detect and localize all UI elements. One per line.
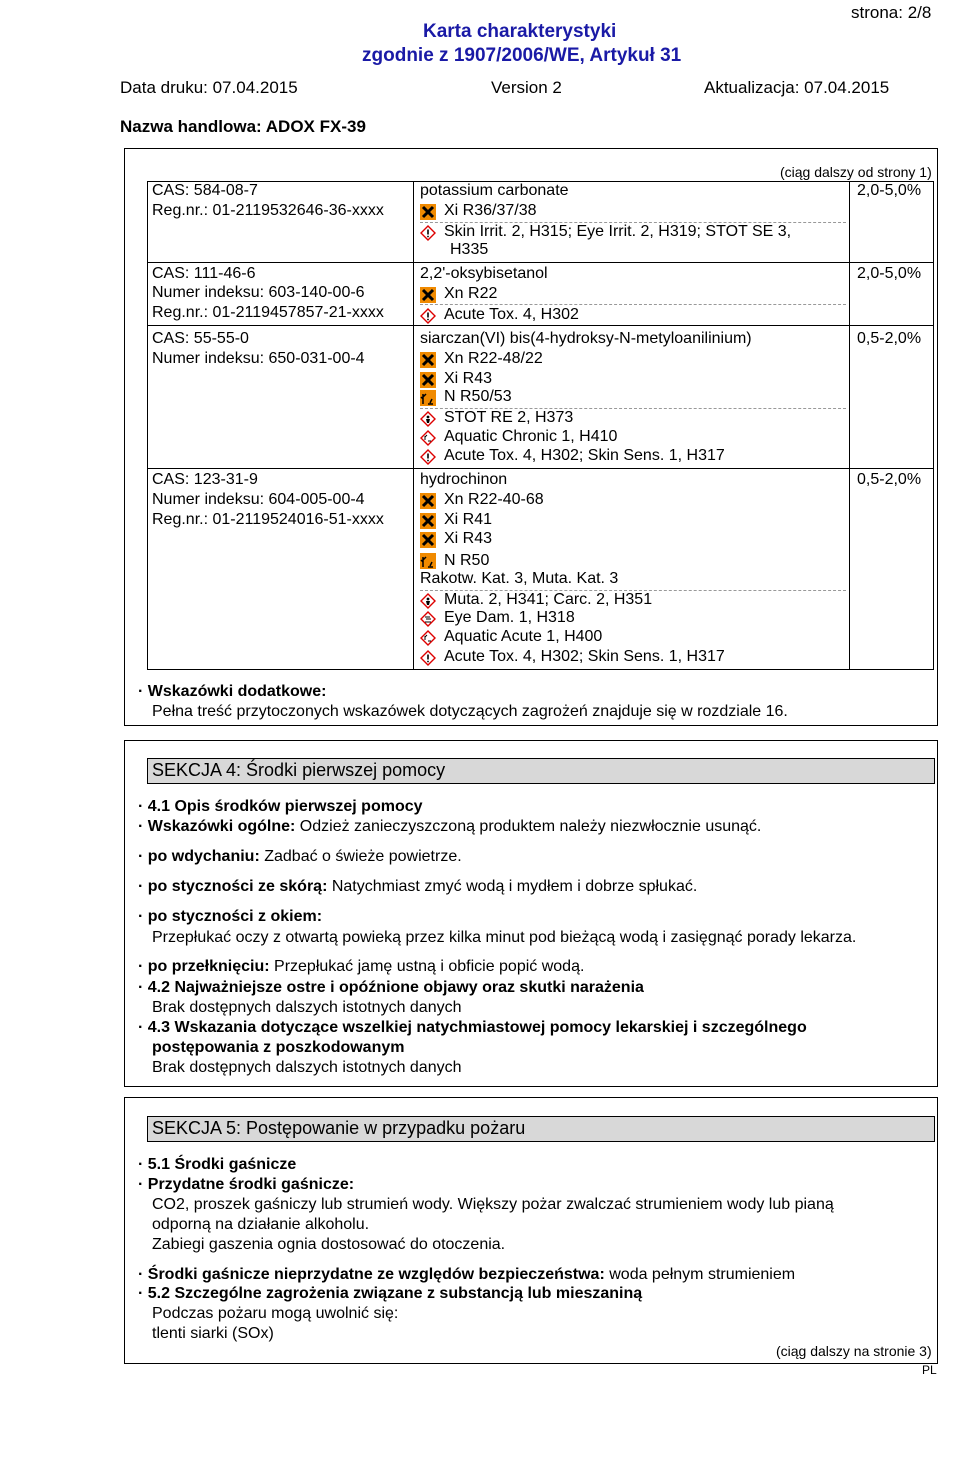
subsection-text: Brak dostępnych dalszych istotnych danych	[152, 1059, 462, 1076]
x-cross-hazard-icon	[420, 493, 436, 509]
subsection-title: · 4.3 Wskazania dotyczące wszelkiej natychmiastowej pomocy lekarskiej i szczególnego	[138, 1019, 807, 1036]
dsd-classification: Xi R43	[444, 530, 493, 547]
environment-hazard-icon	[420, 430, 436, 446]
unsuitable-media: · Środki gaśnicze nieprzydatne ze względów bezpieczeństwa: woda pełnym strumieniem	[138, 1266, 796, 1283]
clp-classification: Eye Dam. 1, H318	[444, 609, 575, 626]
environment-hazard-icon	[420, 630, 436, 646]
dsd-classification: Xn R22	[444, 285, 498, 302]
percent: 0,5-2,0%	[857, 330, 922, 347]
dsd-classification: Xi R41	[444, 511, 493, 528]
first-aid-general: · Wskazówki ogólne: Odzież zanieczyszczoną produktem należy niezwłocznie usunąć.	[138, 818, 762, 835]
first-aid-ingestion: · po przełknięciu: Przepłukać jamę ustną i obficie popić wodą.	[138, 958, 585, 975]
cas-number: CAS: 123-31-9	[152, 471, 258, 488]
x-cross-hazard-icon	[420, 204, 436, 220]
subsection-title: · Przydatne środki gaśnicze:	[138, 1176, 355, 1193]
clp-classification: Aquatic Acute 1, H400	[444, 628, 603, 645]
health-hazard-icon	[420, 593, 436, 609]
cas-number: CAS: 584-08-7	[152, 182, 258, 199]
continued-to: (ciąg dalszy na stronie 3)	[776, 1343, 932, 1359]
subsection-text: CO2, proszek gaśniczy lub strumień wody. Większy pożar zwalczać strumieniem wody lub pianą	[152, 1196, 834, 1213]
document-subtitle: zgodnie z 1907/2006/WE, Artykuł 31	[362, 45, 682, 66]
exclamation-diamond-icon	[420, 449, 436, 465]
substance-name: 2,2'-oksybisetanol	[420, 265, 548, 282]
environment-hazard-icon	[420, 553, 436, 569]
subsection-text: Zabiegi gaszenia ognia dostosować do otoczenia.	[152, 1236, 506, 1253]
language-code: PL	[922, 1363, 937, 1377]
document-title: Karta charakterystyki	[423, 21, 617, 42]
dsd-classification: N R50/53	[444, 388, 512, 405]
cas-number: CAS: 111-46-6	[152, 265, 256, 282]
exclamation-diamond-icon	[420, 308, 436, 324]
index-number: Numer indeksu: 650-031-00-4	[152, 350, 365, 367]
dsd-classification: N R50	[444, 552, 490, 569]
row-separator	[147, 468, 934, 469]
version: Version 2	[491, 78, 562, 97]
subsection-title: · 5.2 Szczególne zagrożenia związane z substancją lub mieszaniną	[138, 1285, 643, 1302]
row-separator	[147, 325, 934, 326]
subsection-text: Podczas pożaru mogą uwolnić się:	[152, 1305, 399, 1322]
row-separator	[147, 262, 934, 263]
dsd-classification: Xn R22-40-68	[444, 491, 544, 508]
substance-name: potassium carbonate	[420, 182, 569, 199]
cas-number: CAS: 55-55-0	[152, 330, 249, 347]
percent: 0,5-2,0%	[857, 471, 922, 488]
first-aid-inhalation: · po wdychaniu: Zadbać o świeże powietrze.	[138, 848, 462, 865]
update-date: Aktualizacja: 07.04.2015	[704, 78, 890, 97]
substance-name: siarczan(VI) bis(4-hydroksy-N-metyloanilinium)	[420, 330, 752, 347]
x-cross-hazard-icon	[420, 532, 436, 548]
table-divider	[413, 181, 414, 670]
clp-classification: Acute Tox. 4, H302; Skin Sens. 1, H317	[444, 447, 725, 464]
x-cross-hazard-icon	[420, 352, 436, 368]
clp-classification: Aquatic Chronic 1, H410	[444, 428, 618, 445]
percent: 2,0-5,0%	[857, 182, 922, 199]
corrosion-icon	[420, 611, 436, 627]
reg-number: Reg.nr.: 01-2119532646-36-xxxx	[152, 202, 384, 219]
clp-classification: Acute Tox. 4, H302; Skin Sens. 1, H317	[444, 648, 725, 665]
reg-number: Reg.nr.: 01-2119457857-21-xxxx	[152, 304, 384, 321]
print-date: Data druku: 07.04.2015	[120, 78, 298, 97]
subsection-text: tlenti siarki (SOx)	[152, 1325, 274, 1342]
subsection-text: Brak dostępnych dalszych istotnych danych	[152, 999, 462, 1016]
clp-classification: STOT RE 2, H373	[444, 409, 574, 426]
subsection-title: postępowania z poszkodowanym	[152, 1039, 405, 1056]
substance-name: hydrochinon	[420, 471, 508, 488]
environment-hazard-icon	[420, 390, 436, 406]
exclamation-diamond-icon	[420, 225, 436, 241]
page-number: strona: 2/8	[851, 3, 932, 22]
first-aid-skin: · po styczności ze skórą: Natychmiast zmyć wodą i mydłem i dobrze spłukać.	[138, 878, 698, 895]
additional-label: · Wskazówki dodatkowe:	[138, 683, 327, 700]
percent: 2,0-5,0%	[857, 265, 922, 282]
x-cross-hazard-icon	[420, 372, 436, 388]
additional-text: Pełna treść przytoczonych wskazówek dotyczących zagrożeń znajduje się w rozdziale 16.	[152, 703, 788, 720]
dsd-classification: Xn R22-48/22	[444, 350, 543, 367]
health-hazard-icon	[420, 411, 436, 427]
dashed-divider	[420, 304, 846, 305]
subsection-title: · 5.1 Środki gaśnicze	[138, 1156, 297, 1173]
index-number: Numer indeksu: 604-005-00-4	[152, 491, 365, 508]
dsd-classification: Xi R36/37/38	[444, 202, 537, 219]
dsd-classification: Xi R43	[444, 370, 493, 387]
trade-name: Nazwa handlowa: ADOX FX-39	[120, 117, 366, 136]
table-divider	[849, 181, 850, 670]
section-5-heading: SEKCJA 5: Postępowanie w przypadku pożaru	[152, 1118, 526, 1138]
index-number: Numer indeksu: 603-140-00-6	[152, 284, 365, 301]
first-aid-eye-text: Przepłukać oczy z otwartą powieką przez kilka minut pod bieżącą wodą i zasięgnąć porady lekarza.	[152, 929, 857, 946]
subsection-text: odporną na działanie alkoholu.	[152, 1216, 370, 1233]
clp-classification: Muta. 2, H341; Carc. 2, H351	[444, 591, 653, 608]
clp-classification: Skin Irrit. 2, H315; Eye Irrit. 2, H319; STOT SE 3,	[444, 223, 792, 240]
clp-classification: H335	[450, 241, 489, 258]
carcinogen-category: Rakotw. Kat. 3, Muta. Kat. 3	[420, 570, 619, 587]
subsection-title: · 4.2 Najważniejsze ostre i opóźnione objawy oraz skutki narażenia	[138, 979, 644, 996]
first-aid-eye-label: · po styczności z okiem:	[138, 908, 323, 925]
x-cross-hazard-icon	[420, 513, 436, 529]
reg-number: Reg.nr.: 01-2119524016-51-xxxx	[152, 511, 384, 528]
x-cross-hazard-icon	[420, 287, 436, 303]
continued-from: (ciąg dalszy od strony 1)	[780, 164, 932, 180]
subsection-title: · 4.1 Opis środków pierwszej pomocy	[138, 798, 423, 815]
exclamation-diamond-icon	[420, 650, 436, 666]
section-4-heading: SEKCJA 4: Środki pierwszej pomocy	[152, 760, 446, 780]
clp-classification: Acute Tox. 4, H302	[444, 306, 579, 323]
